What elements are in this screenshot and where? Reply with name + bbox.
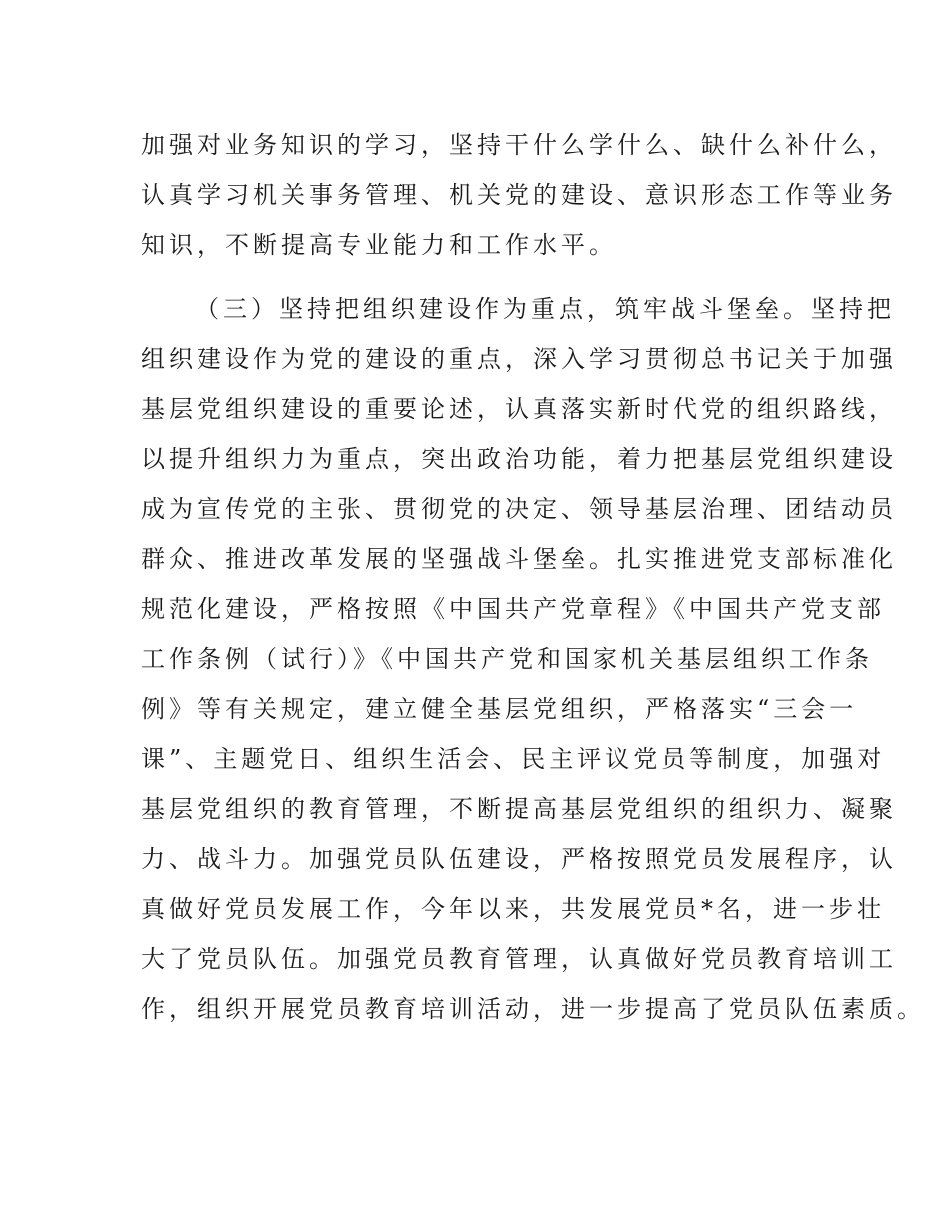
- section-heading-line: （三）坚持把组织建设作为重点，筑牢战斗堡垒。坚持把: [195, 295, 895, 323]
- text-line: 知识，不断提高专业能力和工作水平。: [141, 231, 617, 259]
- text-line: 基层党组织建设的重要论述，认真落实新时代党的组织路线，: [141, 395, 897, 423]
- text-line: 大了党员队伍。加强党员教育管理，认真做好党员教育培训工: [141, 945, 897, 973]
- text-line: 成为宣传党的主张、贯彻党的决定、领导基层治理、团结动员: [141, 495, 897, 523]
- text-line: 加强对业务知识的学习，坚持干什么学什么、缺什么补什么，: [141, 131, 897, 159]
- text-line: 群众、推进改革发展的坚强战斗堡垒。扎实推进党支部标准化: [141, 545, 897, 573]
- text-line: 基层党组织的教育管理，不断提高基层党组织的组织力、凝聚: [141, 795, 897, 823]
- paragraph-section-three: [141, 284, 925, 1034]
- text-line: 力、战斗力。加强党员队伍建设，严格按照党员发展程序，认: [141, 845, 897, 873]
- text-line: 认真学习机关事务管理、机关党的建设、意识形态工作等业务: [141, 181, 897, 209]
- text-line: 作，组织开展党员教育培训活动，进一步提高了党员队伍素质。: [141, 995, 925, 1023]
- text-line: 课”、主题党日、组织生活会、民主评议党员等制度，加强对: [141, 745, 886, 773]
- text-line: 工作条例（试行）》《中国共产党和国家机关基层组织工作条: [141, 645, 873, 673]
- text-line: 真做好党员发展工作，今年以来，共发展党员*名，进一步壮: [141, 895, 885, 923]
- text-line: 例》等有关规定，建立健全基层党组织，严格落实“三会一: [141, 695, 858, 723]
- text-line: 规范化建设，严格按照《中国共产党章程》《中国共产党支部: [141, 595, 885, 623]
- paragraph-continuation: [141, 120, 897, 270]
- text-line: 以提升组织力为重点，突出政治功能，着力把基层党组织建设: [141, 445, 897, 473]
- text-line: 组织建设作为党的建设的重点，深入学习贯彻总书记关于加强: [141, 345, 897, 373]
